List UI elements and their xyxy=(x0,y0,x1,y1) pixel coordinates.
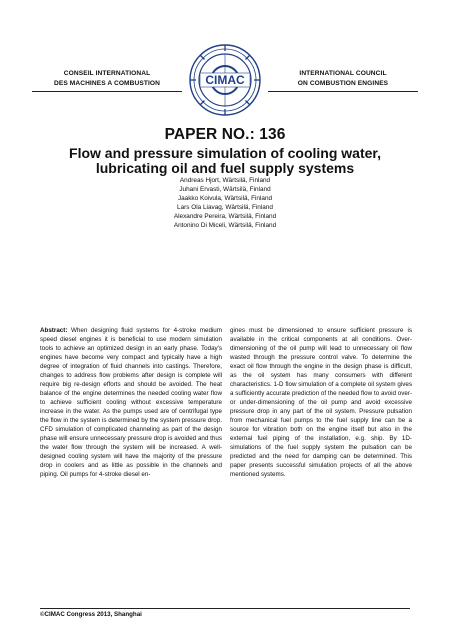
author: Antonino Di Miceli, Wärtsilä, Finland xyxy=(173,222,277,230)
logo-text: CIMAC xyxy=(205,73,245,87)
author-list xyxy=(0,176,450,230)
abstract-column-left xyxy=(40,326,222,479)
author: Jaakko Koivula, Wärtsilä, Finland xyxy=(177,195,273,203)
abstract-text-left: When designing fluid systems for 4-stroke medium speed diesel engines it is beneficial to use modern simulation tools to achieve an optimized design in an early phase. Today's engines have become very compact and typically have a high degree of integration of fluid channels into castings. Therefore, changes to address flow problems after design is complete will require big re-design efforts and should be avoided. The heat balance of the engine determines the needed cooling water flow to achieve sufficient cooling without excessive temperature increase in the water. As the pumps used are of centrifugal type the flow in the system is determined by the system pressure drop. CFD simulation of complicated channeling as part of the design phase will ensure unnecessary pressure drop is avoided and thus the water flow through the system will be increased. A well-designed cooling system will have the majority of the pressure drop in coolers and as little as possible in the channels and piping. Oil pumps for 4-stroke diesel en- xyxy=(40,327,222,478)
left-org-line1: CONSEIL INTERNATIONAL xyxy=(63,70,151,77)
author: Andreas Hjort, Wärtsilä, Finland xyxy=(179,177,271,184)
abstract-label: Abstract: xyxy=(40,327,68,334)
author: Juhani Ervasti, Wärtsilä, Finland xyxy=(179,186,271,194)
right-org-rule xyxy=(268,91,418,92)
right-organization-name xyxy=(268,69,418,89)
footer-copyright: ©CIMAC Congress 2013, Shanghai xyxy=(40,611,142,618)
left-organization-name xyxy=(32,69,182,89)
right-org-line1: INTERNATIONAL COUNCIL xyxy=(299,70,387,77)
right-org-line2: ON COMBUSTION ENGINES xyxy=(297,80,389,87)
title-line-2: lubricating oil and fuel supply systems xyxy=(95,159,355,176)
cimac-logo xyxy=(187,42,263,118)
left-org-rule xyxy=(32,91,182,92)
author: Lars Ola Liavag, Wärtsilä, Finland xyxy=(177,204,273,212)
left-org-line2: DES MACHINES A COMBUSTION xyxy=(53,80,161,87)
author: Alexandre Pereira, Wärtsilä, Finland xyxy=(173,213,277,221)
abstract-column-right xyxy=(230,326,412,479)
abstract-text-right: gines must be dimensioned to ensure sufficient pressure is available in the critical components at all conditions. Over-dimensioning of the oil pump will lead to unnecessary oil flow wasted through the pressure control valve. To determine the exact oil flow through the engine in the design phase is difficult, as the oil system has many consumers with different characteristics. 1-D flow simulation of a complete oil system gives a sufficiently accurate prediction of the needed flow to avoid over- or under-dimensioning of the oil pump and avoid excessive pressure drop in any part of the oil system. Pressure pulsation from mechanical fuel pumps to the fuel supply line can be a source for vibration both on the engine itself but also in the external fuel piping of the installation, e.g. ship. By 1D-simulations of the fuel supply system the pulsation can be predicted and the need for damping can be determined. This paper presents successful simulation projects of all the above mentioned systems. xyxy=(230,327,412,478)
footer-rule xyxy=(40,608,410,609)
title-line-1: Flow and pressure simulation of cooling water, xyxy=(69,145,381,161)
paper-number: PAPER NO.: 136 xyxy=(164,126,286,143)
paper-title xyxy=(40,146,410,175)
